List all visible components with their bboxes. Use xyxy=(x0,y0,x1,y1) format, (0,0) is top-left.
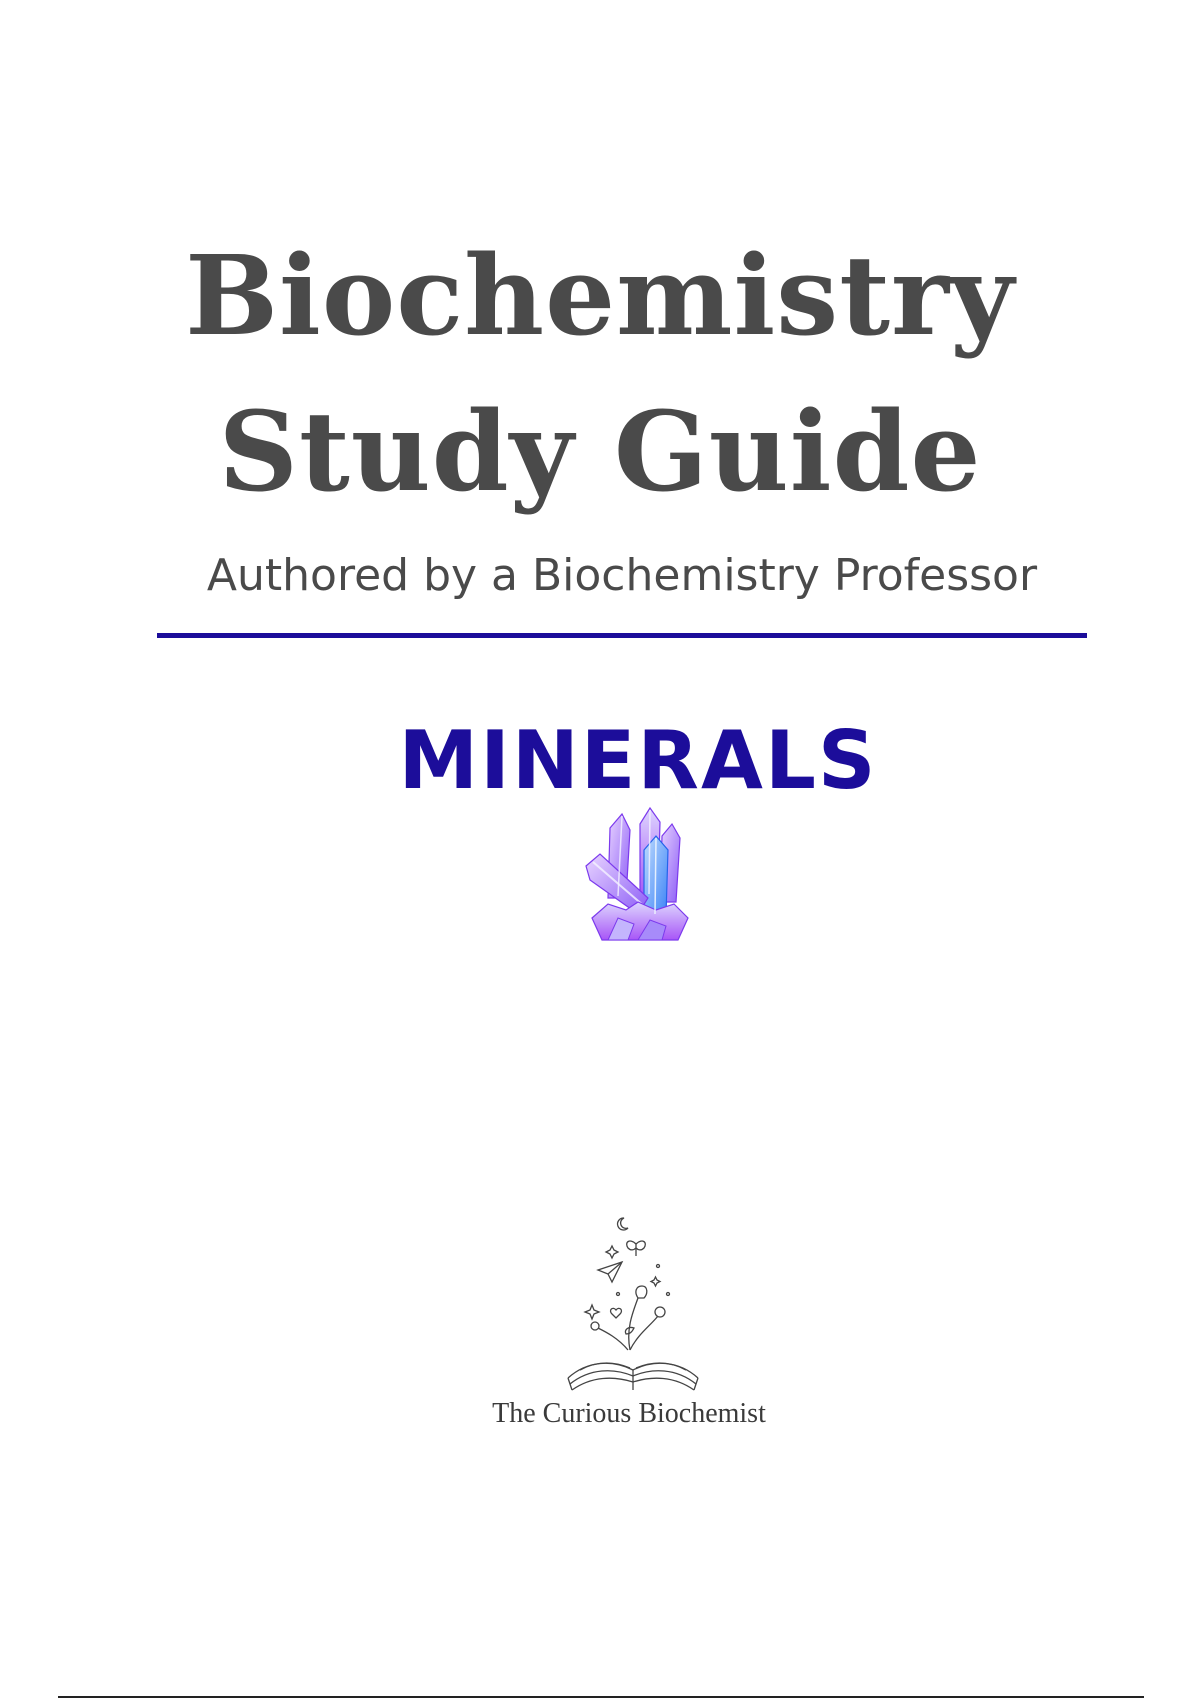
title-divider xyxy=(157,633,1087,638)
brand-name: The Curious Biochemist xyxy=(492,1398,766,1429)
title-line-2: Study Guide xyxy=(218,387,982,516)
topic-heading: MINERALS xyxy=(398,714,878,807)
title-line-1: Biochemistry xyxy=(185,231,1015,360)
subtitle: Authored by a Biochemistry Professor xyxy=(206,550,1038,601)
crystal-cluster-icon xyxy=(578,806,698,946)
footer-divider xyxy=(58,1696,1144,1698)
open-book-logo-icon xyxy=(558,1210,708,1395)
